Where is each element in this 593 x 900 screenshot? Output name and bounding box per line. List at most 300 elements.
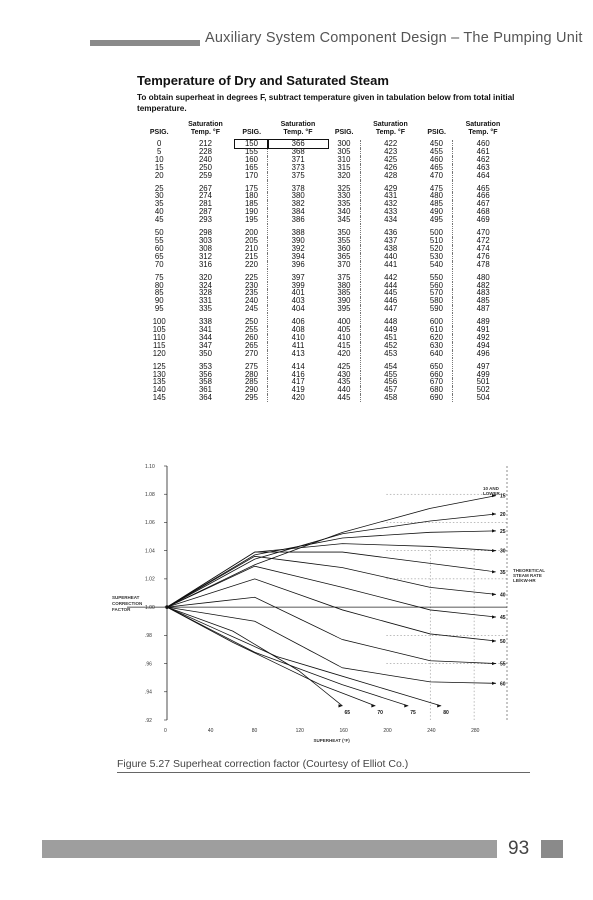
x-tick-label: 280 [471, 728, 480, 734]
pressure-cell: 80 [154, 280, 164, 290]
temperature-cell: 347 [198, 340, 212, 350]
table-row [143, 216, 513, 224]
header-bar [90, 40, 200, 46]
temperature-cell: 410 [268, 334, 328, 342]
temperature-cell: 472 [453, 237, 513, 245]
pressure-cell: 690 [429, 393, 443, 403]
pressure-cell: 345 [337, 215, 351, 225]
pressure-cell: 650 [429, 361, 443, 371]
pressure-cell: 405 [337, 325, 351, 335]
y-tick-label: 1.08 [145, 492, 155, 499]
pressure-cell: 90 [154, 296, 164, 306]
temperature-cell: 411 [268, 342, 328, 350]
temperature-cell: 487 [453, 305, 513, 313]
temperature-cell: 358 [198, 377, 212, 387]
temperature-cell: 403 [268, 297, 328, 305]
temperature-cell: 212 [198, 139, 212, 148]
steam-temperature-table [143, 121, 513, 402]
temperature-cell: 378 [268, 180, 328, 193]
col-header-temp: Saturation Temp. °F [280, 121, 316, 136]
x-tick-label: 240 [427, 728, 436, 734]
temperature-cell: 453 [360, 350, 420, 358]
temperature-cell: 344 [198, 332, 212, 342]
pressure-cell: 600 [429, 317, 443, 327]
curve-line [167, 556, 496, 607]
temperature-cell: 338 [198, 317, 212, 327]
curve-arrowhead [492, 682, 496, 685]
pressure-cell: 275 [244, 361, 258, 371]
temperature-cell: 491 [453, 326, 513, 334]
pressure-cell: 680 [429, 385, 443, 395]
pressure-cell: 460 [429, 154, 443, 164]
temperature-cell: 394 [268, 253, 328, 261]
pressure-cell: 110 [152, 332, 166, 342]
temperature-cell: 240 [198, 154, 212, 164]
y-axis-label: FACTOR [112, 607, 131, 613]
temperature-cell: 413 [268, 350, 328, 358]
y-tick-label: 1.06 [145, 520, 155, 527]
temperature-cell: 452 [360, 342, 420, 350]
temperature-cell: 414 [268, 358, 328, 371]
pressure-cell: 220 [244, 259, 258, 269]
pressure-cell: 120 [152, 348, 166, 358]
y-tick-label: 1.00 [145, 604, 155, 611]
x-axis-label: SUPERHEAT (°F) [313, 738, 350, 743]
temperature-cell: 397 [268, 269, 328, 282]
temperature-cell: 312 [198, 251, 212, 261]
y-tick-label: 1.02 [145, 576, 155, 583]
curve-label: 65 [344, 709, 351, 716]
caption-rule [117, 772, 530, 773]
temperature-cell: 399 [268, 282, 328, 290]
temperature-cell: 425 [360, 156, 420, 164]
right-label-top: LOWER [483, 491, 500, 497]
pressure-cell: 250 [244, 317, 258, 327]
pressure-cell: 45 [154, 215, 164, 225]
temperature-cell: 462 [453, 156, 513, 164]
pressure-cell: 175 [244, 183, 258, 193]
pressure-cell: 315 [337, 162, 351, 172]
curve-label: 25 [500, 528, 506, 535]
temperature-cell: 341 [198, 325, 212, 335]
temperature-cell: 388 [268, 224, 328, 237]
temperature-cell: 485 [453, 297, 513, 305]
temperature-cell: 364 [198, 393, 212, 403]
figure-caption: Figure 5.27 Superheat correction factor (Courtesy of Elliot Co.) [117, 758, 409, 770]
temperature-cell: 373 [268, 164, 328, 172]
pressure-cell: 160 [244, 154, 258, 164]
curve-arrowhead [492, 529, 496, 532]
temperature-cell: 466 [453, 192, 513, 200]
curve-line [167, 496, 496, 607]
pressure-cell: 485 [429, 199, 443, 209]
temperature-cell: 328 [198, 288, 212, 298]
pressure-cell: 410 [337, 332, 351, 342]
temperature-cell: 375 [268, 172, 328, 180]
section-title: Temperature of Dry and Saturated Steam [137, 73, 389, 88]
curve-line [167, 544, 496, 608]
pressure-cell: 640 [429, 348, 443, 358]
pressure-cell: 210 [244, 243, 258, 253]
curve-line [167, 607, 408, 706]
pressure-cell: 205 [244, 235, 258, 245]
temperature-cell: 308 [198, 243, 212, 253]
pressure-cell: 590 [429, 304, 443, 314]
temperature-cell: 390 [268, 237, 328, 245]
pressure-cell: 105 [152, 325, 166, 335]
curve-label: 55 [500, 661, 506, 668]
pressure-cell: 670 [429, 377, 443, 387]
table-row [143, 350, 513, 358]
curve-arrowhead [492, 662, 496, 665]
pressure-cell: 440 [337, 385, 351, 395]
temperature-cell: 438 [360, 245, 420, 253]
temperature-cell: 353 [198, 361, 212, 371]
right-label-legend: THEORETICAL [513, 567, 545, 573]
temperature-cell: 428 [360, 172, 420, 180]
pressure-cell: 435 [337, 377, 351, 387]
pressure-cell: 130 [152, 369, 166, 379]
curve-arrowhead [492, 512, 496, 515]
curve-arrowhead [492, 615, 496, 618]
temperature-cell: 464 [453, 172, 513, 180]
pressure-cell: 65 [154, 251, 164, 261]
curve-label: 30 [500, 548, 506, 555]
pressure-cell: 400 [337, 317, 351, 327]
pressure-cell: 470 [429, 170, 443, 180]
pressure-cell: 100 [152, 317, 166, 327]
curve-line [167, 607, 342, 706]
pressure-cell: 115 [152, 340, 166, 350]
table-body [143, 140, 513, 402]
pressure-cell: 390 [337, 296, 351, 306]
temperature-cell: 404 [268, 305, 328, 313]
temperature-cell: 406 [268, 313, 328, 326]
pressure-cell: 85 [154, 288, 164, 298]
pressure-cell: 170 [244, 170, 258, 180]
col-header-temp: Saturation Temp. °F [465, 121, 501, 136]
pressure-cell: 540 [429, 259, 443, 269]
temperature-cell: 331 [198, 296, 212, 306]
temperature-cell: 480 [453, 269, 513, 282]
pressure-cell: 25 [154, 183, 164, 193]
table-row [143, 172, 513, 180]
temperature-cell: 293 [198, 215, 212, 225]
temperature-cell: 371 [268, 156, 328, 164]
table-row [143, 305, 513, 313]
curve-arrowhead [492, 639, 496, 642]
temperature-cell: 287 [198, 207, 212, 217]
temperature-cell: 350 [198, 348, 212, 358]
curve-line [167, 579, 496, 641]
curve-label: 45 [500, 614, 506, 621]
curve-arrowhead [404, 704, 408, 707]
right-label-legend: STEAM RATE [513, 572, 542, 578]
curve-label: 80 [443, 709, 449, 716]
temperature-cell: 445 [360, 289, 420, 297]
temperature-cell: 267 [198, 183, 212, 193]
curve-line [167, 607, 375, 706]
pressure-cell: 95 [154, 304, 164, 314]
pressure-cell: 355 [337, 235, 351, 245]
temperature-cell: 482 [453, 282, 513, 290]
temperature-cell: 434 [360, 216, 420, 224]
y-tick-label: 1.04 [145, 548, 155, 555]
temperature-cell: 448 [360, 313, 420, 326]
curve-line [167, 514, 496, 607]
temperature-cell: 437 [360, 237, 420, 245]
temperature-cell: 420 [268, 394, 328, 402]
temperature-cell: 324 [198, 280, 212, 290]
footer-block [541, 840, 563, 858]
pressure-cell: 475 [429, 183, 443, 193]
col-header-temp: Saturation Temp. °F [188, 121, 223, 136]
pressure-cell: 365 [337, 251, 351, 261]
temperature-cell: 361 [198, 385, 212, 395]
curve-line [167, 552, 496, 607]
temperature-cell: 366 [268, 140, 328, 148]
pressure-cell: 50 [154, 228, 164, 238]
curve-line [167, 531, 496, 607]
temperature-cell: 417 [268, 378, 328, 386]
temperature-cell: 465 [453, 180, 513, 193]
temperature-cell: 455 [360, 371, 420, 379]
pressure-cell: 290 [244, 385, 258, 395]
pressure-cell: 425 [337, 361, 351, 371]
pressure-cell: 235 [244, 288, 258, 298]
pressure-cell: 385 [337, 288, 351, 298]
temperature-cell: 401 [268, 289, 328, 297]
pressure-cell: 20 [154, 170, 164, 180]
temperature-cell: 456 [360, 378, 420, 386]
curve-line [167, 607, 496, 683]
y-axis-label: SUPERHEAT [112, 595, 140, 601]
running-header: Auxiliary System Component Design – The Pumping Unit [205, 30, 583, 46]
pressure-cell: 190 [244, 207, 258, 217]
pressure-cell: 480 [429, 191, 443, 201]
curve-label: 50 [500, 638, 506, 645]
pressure-cell: 580 [429, 296, 443, 306]
temperature-cell: 228 [198, 146, 212, 156]
curve-group [167, 494, 506, 716]
curve-arrowhead [492, 593, 496, 596]
col-header-psig: PSIG. [242, 129, 262, 136]
temperature-cell: 380 [268, 192, 328, 200]
temperature-cell: 423 [360, 148, 420, 156]
temperature-cell: 451 [360, 334, 420, 342]
pressure-cell: 350 [337, 228, 351, 238]
curve-label: 35 [500, 569, 506, 576]
pressure-cell: 445 [337, 393, 351, 403]
pressure-cell: 395 [337, 304, 351, 314]
pressure-cell: 265 [244, 340, 258, 350]
pressure-cell: 305 [337, 146, 351, 156]
temperature-cell: 494 [453, 342, 513, 350]
temperature-cell: 436 [360, 224, 420, 237]
temperature-cell: 461 [453, 148, 513, 156]
x-tick-label: 160 [339, 728, 348, 734]
curve-label: 15 [500, 493, 506, 500]
temperature-cell: 444 [360, 282, 420, 290]
right-label-legend: LB/KW-HR [513, 577, 536, 583]
x-tick-label: 80 [251, 728, 258, 734]
temperature-cell: 474 [453, 245, 513, 253]
temperature-cell: 419 [268, 386, 328, 394]
temperature-cell: 426 [360, 164, 420, 172]
temperature-cell: 489 [453, 313, 513, 326]
pressure-cell: 320 [337, 170, 351, 180]
pressure-cell: 495 [429, 215, 443, 225]
pressure-cell: 310 [337, 154, 351, 164]
temperature-cell: 449 [360, 326, 420, 334]
temperature-cell: 356 [198, 369, 212, 379]
temperature-cell: 298 [198, 228, 212, 238]
temperature-cell: 320 [198, 272, 212, 282]
temperature-cell: 501 [453, 378, 513, 386]
curve-arrowhead [492, 570, 496, 573]
temperature-cell: 250 [198, 162, 212, 172]
temperature-cell: 433 [360, 208, 420, 216]
temperature-cell: 442 [360, 269, 420, 282]
temperature-cell: 281 [198, 199, 212, 209]
temperature-cell: 502 [453, 386, 513, 394]
temperature-cell: 335 [198, 304, 212, 314]
temperature-cell: 259 [198, 170, 212, 180]
pressure-cell: 415 [337, 340, 351, 350]
col-header-psig: PSIG. [149, 129, 169, 136]
temperature-cell: 316 [198, 259, 212, 269]
pressure-cell: 330 [337, 191, 351, 201]
temperature-cell: 303 [198, 235, 212, 245]
pressure-cell: 230 [244, 280, 258, 290]
pressure-cell: 500 [429, 228, 443, 238]
pressure-cell: 370 [337, 259, 351, 269]
temperature-cell: 492 [453, 334, 513, 342]
temperature-cell: 446 [360, 297, 420, 305]
temperature-cell: 441 [360, 261, 420, 269]
pressure-cell: 325 [337, 183, 351, 193]
y-tick-label: 1.10 [145, 463, 155, 470]
pressure-cell: 215 [244, 251, 258, 261]
temperature-cell: 460 [453, 140, 513, 148]
pressure-cell: 295 [244, 393, 258, 403]
pressure-cell: 165 [244, 162, 258, 172]
table-row [143, 269, 513, 282]
pressure-cell: 300 [337, 139, 351, 148]
pressure-cell: 0 [157, 139, 162, 148]
temperature-cell: 457 [360, 386, 420, 394]
pressure-cell: 465 [429, 162, 443, 172]
temperature-cell: 408 [268, 326, 328, 334]
x-tick-label: 120 [295, 728, 304, 734]
pressure-cell: 35 [154, 199, 164, 209]
pressure-cell: 340 [337, 207, 351, 217]
col-header-temp: Saturation Temp. °F [373, 121, 408, 136]
pressure-cell: 375 [337, 272, 351, 282]
temperature-cell: 467 [453, 200, 513, 208]
superheat-correction-chart [112, 458, 545, 753]
pressure-cell: 570 [429, 288, 443, 298]
temperature-cell: 499 [453, 371, 513, 379]
pressure-cell: 520 [429, 243, 443, 253]
pressure-cell: 145 [152, 393, 166, 403]
y-tick-label: .92 [145, 717, 152, 724]
temperature-cell: 458 [360, 394, 420, 402]
curve-label: 20 [500, 511, 506, 518]
curve-arrowhead [492, 549, 496, 552]
pressure-cell: 380 [337, 280, 351, 290]
x-tick-label: 40 [207, 728, 214, 734]
pressure-cell: 660 [429, 369, 443, 379]
pressure-cell: 255 [244, 325, 258, 335]
temperature-cell: 431 [360, 192, 420, 200]
pressure-cell: 360 [337, 243, 351, 253]
temperature-cell: 432 [360, 200, 420, 208]
curve-label: 75 [410, 709, 416, 716]
curve-label: 40 [500, 592, 506, 599]
pressure-cell: 200 [244, 228, 258, 238]
pressure-cell: 150 [235, 140, 267, 148]
pressure-cell: 420 [337, 348, 351, 358]
temperature-cell: 382 [268, 200, 328, 208]
temperature-cell: 386 [268, 216, 328, 224]
temperature-cell: 368 [268, 148, 328, 156]
curve-arrowhead [437, 704, 441, 707]
temperature-cell: 463 [453, 164, 513, 172]
pressure-cell: 280 [244, 369, 258, 379]
temperature-cell: 497 [453, 358, 513, 371]
pressure-cell: 245 [244, 304, 258, 314]
pressure-cell: 70 [154, 259, 164, 269]
footer-bar [42, 840, 497, 858]
pressure-cell: 155 [244, 146, 258, 156]
temperature-cell: 274 [198, 191, 212, 201]
temperature-cell: 469 [453, 216, 513, 224]
pressure-cell: 60 [154, 243, 164, 253]
pressure-cell: 180 [244, 191, 258, 201]
pressure-cell: 260 [244, 332, 258, 342]
pressure-cell: 15 [154, 162, 164, 172]
pressure-cell: 335 [337, 199, 351, 209]
pressure-cell: 185 [244, 199, 258, 209]
table-row [143, 394, 513, 402]
pressure-cell: 55 [154, 235, 164, 245]
pressure-cell: 285 [244, 377, 258, 387]
pressure-cell: 140 [152, 385, 166, 395]
temperature-cell: 422 [360, 140, 420, 148]
temperature-cell: 496 [453, 350, 513, 358]
pressure-cell: 550 [429, 272, 443, 282]
right-label-top: 10 AND [483, 486, 499, 492]
y-axis-label: CORRECTION [112, 601, 143, 607]
temperature-cell: 470 [453, 224, 513, 237]
pressure-cell: 10 [154, 154, 164, 164]
y-tick-label: .98 [145, 633, 152, 640]
temperature-cell: 392 [268, 245, 328, 253]
pressure-cell: 430 [337, 369, 351, 379]
col-header-psig: PSIG. [427, 129, 446, 136]
temperature-cell: 447 [360, 305, 420, 313]
table-row [143, 261, 513, 269]
pressure-cell: 530 [429, 251, 443, 261]
temperature-cell: 504 [453, 394, 513, 402]
temperature-cell: 478 [453, 261, 513, 269]
temperature-cell: 429 [360, 180, 420, 193]
curve-label: 60 [500, 681, 506, 688]
pressure-cell: 135 [152, 377, 166, 387]
pressure-cell: 610 [429, 325, 443, 335]
pressure-cell: 620 [429, 332, 443, 342]
